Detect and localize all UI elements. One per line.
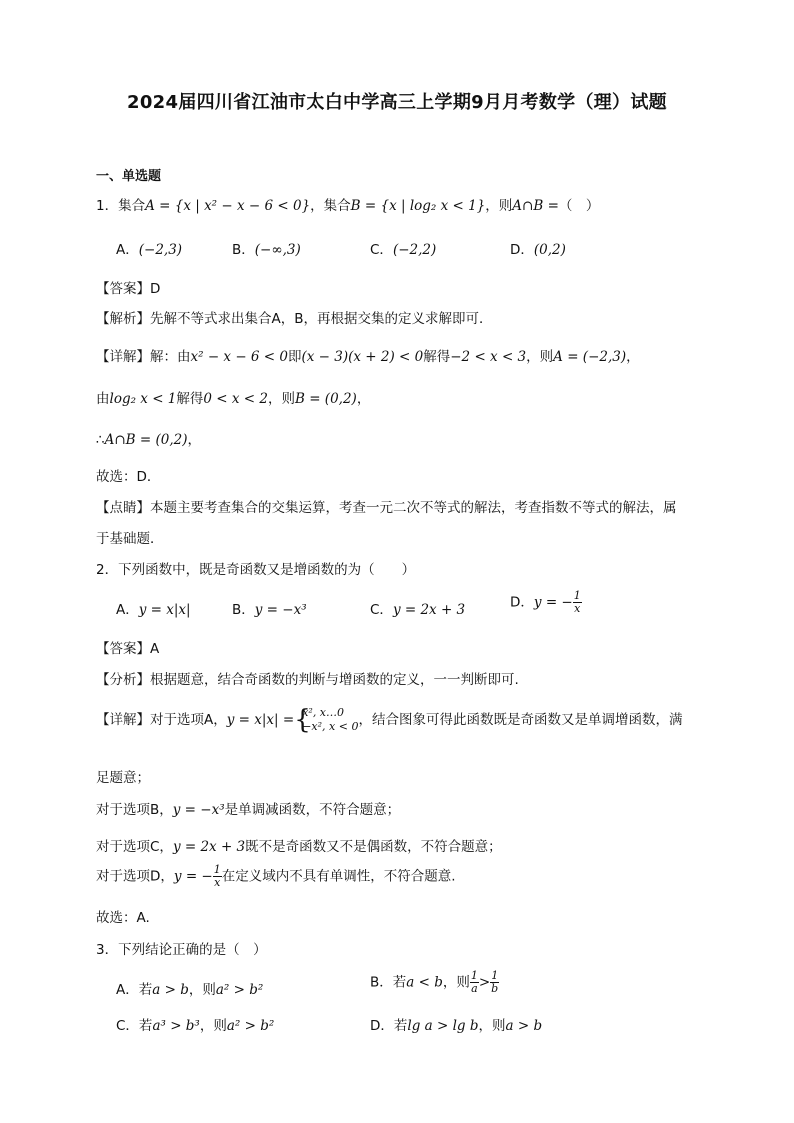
- q1-comment-line-1: 【点睛】本题主要考查集合的交集运算，考查一元二次不等式的解法，考查指数不等式的解法，属: [96, 500, 677, 516]
- q1-choose: 故选：D．: [96, 469, 161, 485]
- q3-option-a: A．若a > b，则a² > b²: [116, 982, 264, 998]
- q2-option-d: D．y = − $\frac{1}{x}$: [510, 589, 581, 615]
- section-heading: 一、单选题: [96, 169, 162, 184]
- q1-answer: 【答案】D: [96, 281, 161, 297]
- q1-detail-line-3: ∴A∩B = (0,2)，: [96, 432, 201, 448]
- q2-option-b: B．y = −x³: [232, 602, 307, 618]
- q3-option-c: C．若a³ > b³，则a² > b²: [116, 1018, 275, 1034]
- q2-option-c: C．y = 2x + 3: [370, 602, 466, 618]
- q2-detail-line-3: 对于选项B，y = −x³是单调减函数，不符合题意；: [96, 802, 401, 818]
- q2-detail-line-4: 对于选项C，y = 2x + 3既不是奇函数又不是偶函数，不符合题意；: [96, 839, 502, 855]
- q2-detail-line-1: 【详解】对于选项A，y = x|x| = { x², x…0 −x², x < 0 ，结合图象可得此函数既是奇函数又是单调增函数，满: [96, 705, 683, 735]
- fraction: $\frac{1}{b}$: [491, 969, 499, 995]
- q2-detail-line-5: 对于选项D，y = − $\frac{1}{x}$ 在定义域内不具有单调性，不符合题意.: [96, 863, 456, 889]
- q1-comment-line-2: 于基础题．: [96, 531, 164, 547]
- question-1-stem: 1．集合A = {x | x² − x − 6 < 0}，集合B = {x | log₂ x < 1}，则A∩B =（ ）: [96, 198, 600, 214]
- q1-analysis: 【解析】先解不等式求出集合A，B，再根据交集的定义求解即可．: [96, 311, 493, 327]
- q1-option-a: A．(−2,3): [116, 242, 183, 258]
- brace-icon: {: [294, 705, 311, 735]
- q1-option-b: B．(−∞,3): [232, 242, 301, 258]
- q1-detail-line-2: 由log₂ x < 1解得0 < x < 2，则B = (0,2)，: [96, 391, 371, 407]
- q1-detail-line-1: 【详解】解：由x² − x − 6 < 0即(x − 3)(x + 2) < 0解得−2 < x < 3，则A = (−2,3)，: [96, 349, 640, 365]
- question-2-stem: 2．下列函数中，既是奇函数又是增函数的为（ ）: [96, 562, 416, 578]
- q2-option-a: A．y = x|x|: [116, 602, 191, 618]
- question-3-stem: 3．下列结论正确的是（ ）: [96, 942, 267, 958]
- q1-option-d: D．(0,2): [510, 242, 566, 258]
- set-a: A = {x | x² − x − 6 < 0}: [145, 198, 311, 214]
- q3-option-b: B．若a < b，则 $\frac{1}{a}$ > $\frac{1}{b}$: [370, 969, 499, 995]
- q2-choose: 故选：A.: [96, 910, 150, 926]
- set-b: B = {x | log₂ x < 1}: [350, 198, 486, 214]
- intersection-expr: A∩B =: [512, 198, 559, 214]
- q2-detail-line-2: 足题意；: [96, 770, 150, 786]
- fraction: $\frac{1}{x}$: [213, 863, 221, 889]
- fraction: $\frac{1}{x}$: [573, 589, 581, 615]
- page-title: 2024届四川省江油市太白中学高三上学期9月月考数学（理）试题: [127, 92, 667, 113]
- fraction: $\frac{1}{a}$: [470, 969, 478, 995]
- q1-option-c: C．(−2,2): [370, 242, 437, 258]
- q2-answer: 【答案】A: [96, 641, 160, 657]
- q2-analysis: 【分析】根据题意，结合奇函数的判断与增函数的定义，一一判断即可.: [96, 672, 519, 688]
- piecewise-function: { x², x…0 −x², x < 0: [294, 705, 359, 735]
- q3-option-d: D．若lg a > lg b，则a > b: [370, 1018, 543, 1034]
